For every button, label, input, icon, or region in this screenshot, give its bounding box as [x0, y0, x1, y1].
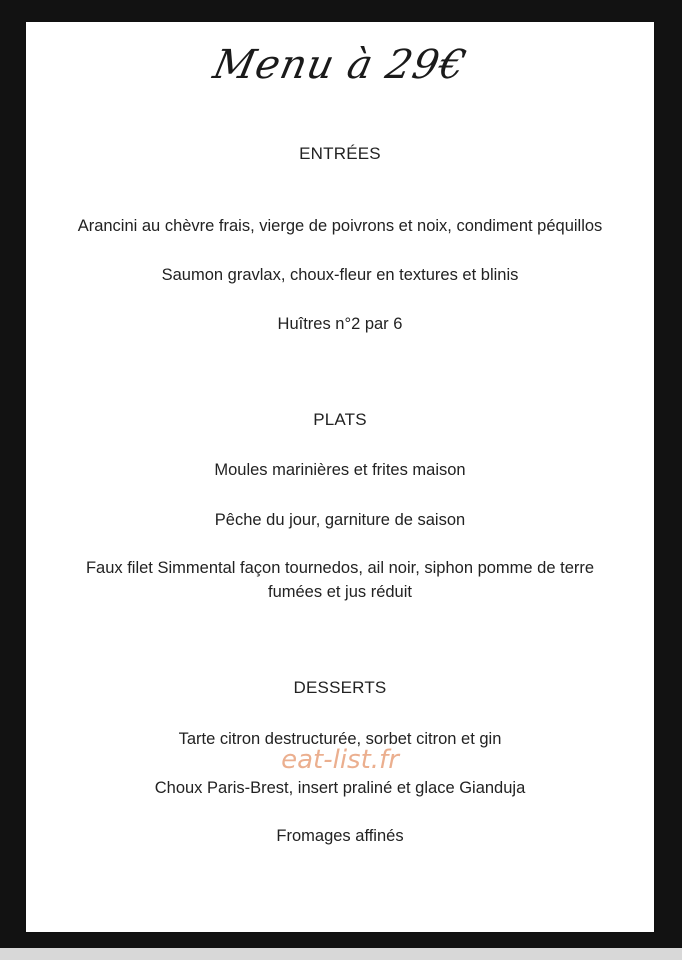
section-heading-plats: PLATS — [313, 410, 367, 429]
menu-item: Pêche du jour, garniture de saison — [214, 511, 466, 529]
menu-item: Saumon gravlax, choux-fleur en textures et blinis — [161, 266, 519, 284]
menu-item: Fromages affinés — [276, 827, 404, 845]
menu-item: Choux Paris-Brest, insert praliné et glace Gianduja — [154, 779, 526, 797]
menu-item: Arancini au chèvre frais, vierge de poivrons et noix, condiment péquillos — [77, 217, 603, 235]
menu-title: Menu à 29€ — [209, 42, 471, 88]
section-heading-desserts: DESSERTS — [293, 678, 387, 697]
section-heading-entrees: ENTRÉES — [299, 144, 381, 163]
menu-sheet — [26, 22, 654, 932]
menu-item: Faux filet Simmental façon tournedos, ail noir, siphon pomme de terre fumées et jus réduit — [85, 559, 595, 601]
menu-item: Moules marinières et frites maison — [214, 461, 466, 479]
bottom-strip — [0, 948, 682, 960]
menu-item: Tarte citron destructurée, sorbet citron et gin — [178, 730, 502, 748]
menu-item: Huîtres n°2 par 6 — [277, 315, 403, 333]
watermark: eat-list.fr — [281, 745, 399, 775]
